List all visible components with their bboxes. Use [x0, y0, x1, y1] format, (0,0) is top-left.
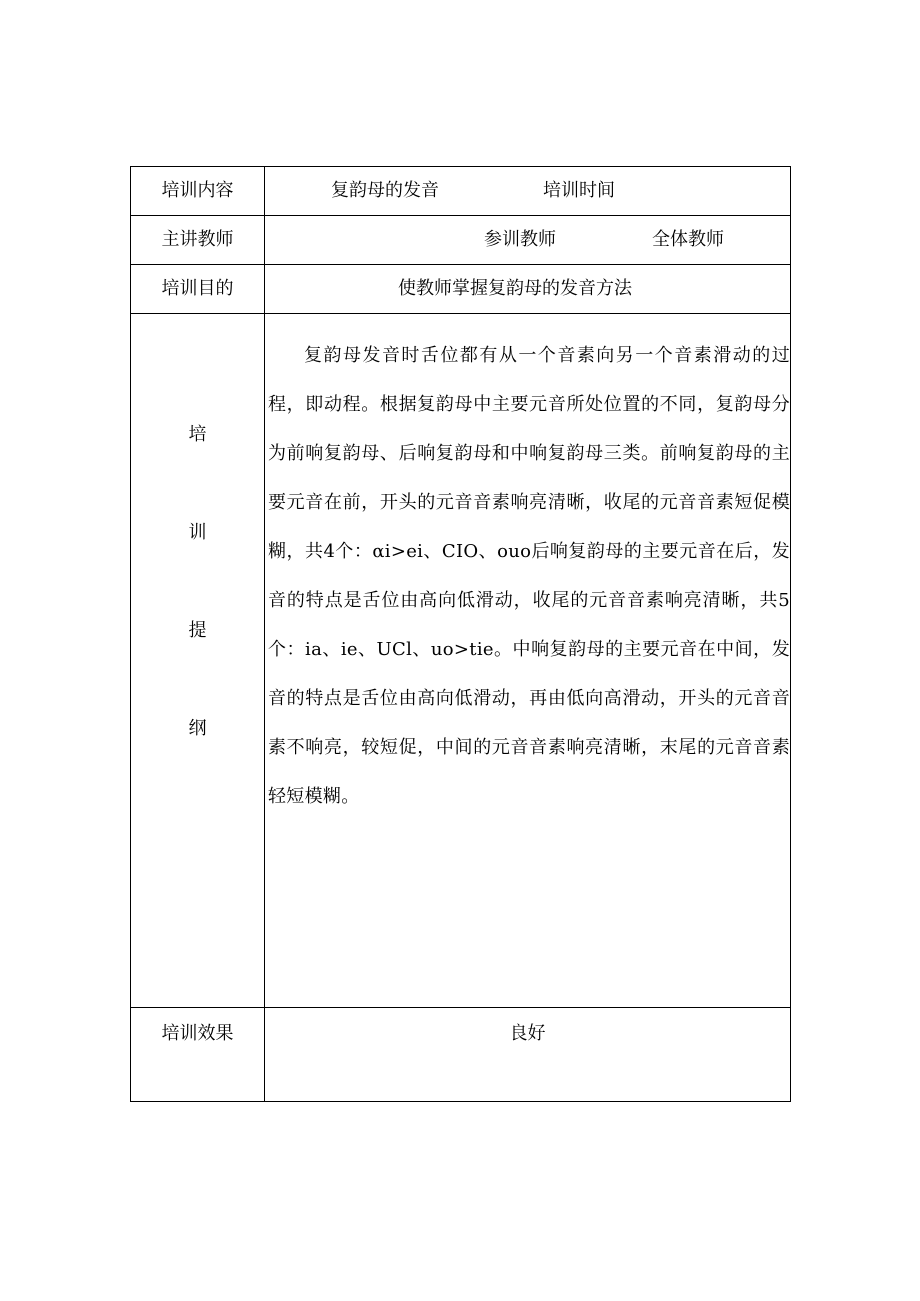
training-effect-value: 良好	[509, 1023, 546, 1044]
training-purpose-cell	[265, 265, 791, 314]
training-purpose-value: 使教师掌握复韵母的发音方法	[398, 278, 632, 299]
outline-label-char-4: 纲	[188, 718, 207, 739]
outline-label-char-1: 培	[188, 424, 207, 445]
lecturer-cell	[265, 216, 791, 265]
training-content-label: 培训内容	[131, 167, 265, 216]
participants-value: 全体教师	[652, 229, 724, 250]
training-content-value: 复韵母的发音	[331, 180, 439, 201]
training-content-cell	[265, 167, 791, 216]
outline-label-char-2: 训	[188, 522, 207, 543]
row-training-outline	[131, 314, 791, 1008]
participants-label: 参训教师	[484, 229, 556, 250]
row-training-effect	[131, 1008, 791, 1102]
row-training-purpose	[131, 265, 791, 314]
training-time-label: 培训时间	[543, 180, 615, 201]
outline-label-char-3: 提	[188, 620, 207, 641]
lecturer-label: 主讲教师	[131, 216, 265, 265]
row-training-content	[131, 167, 791, 216]
training-effect-cell	[265, 1008, 791, 1102]
training-effect-label-cell	[131, 1008, 265, 1102]
training-outline-text: 复韵母发音时舌位都有从一个音素向另一个音素滑动的过程，即动程。根据复韵母中主要元音所处位置的不同，复韵母分为前响复韵母、后响复韵母和中响复韵母三类。前响复韵母的主要元音在前，开头的元音音素响亮清晰，收尾的元音音素短促模糊，共4个：αi>ei、CIO、ouo后响复韵母的主要元音在后，发音的特点是舌位由高向低滑动，收尾的元音音素响亮清晰，共5个：ia、ie、UCl、uo>tie。中响复韵母的主要元音在中间，发音的特点是舌位由高向低滑动，再由低向高滑动，开头的元音音素不响亮，较短促，中间的元音音素响亮清晰，末尾的元音音素轻短模糊。	[268, 345, 790, 807]
row-lecturer	[131, 216, 791, 265]
training-effect-label: 培训效果	[161, 1023, 234, 1044]
training-record-table	[130, 166, 791, 1102]
training-outline-cell	[265, 314, 791, 1008]
training-purpose-label: 培训目的	[131, 265, 265, 314]
training-outline-label	[131, 314, 265, 1008]
